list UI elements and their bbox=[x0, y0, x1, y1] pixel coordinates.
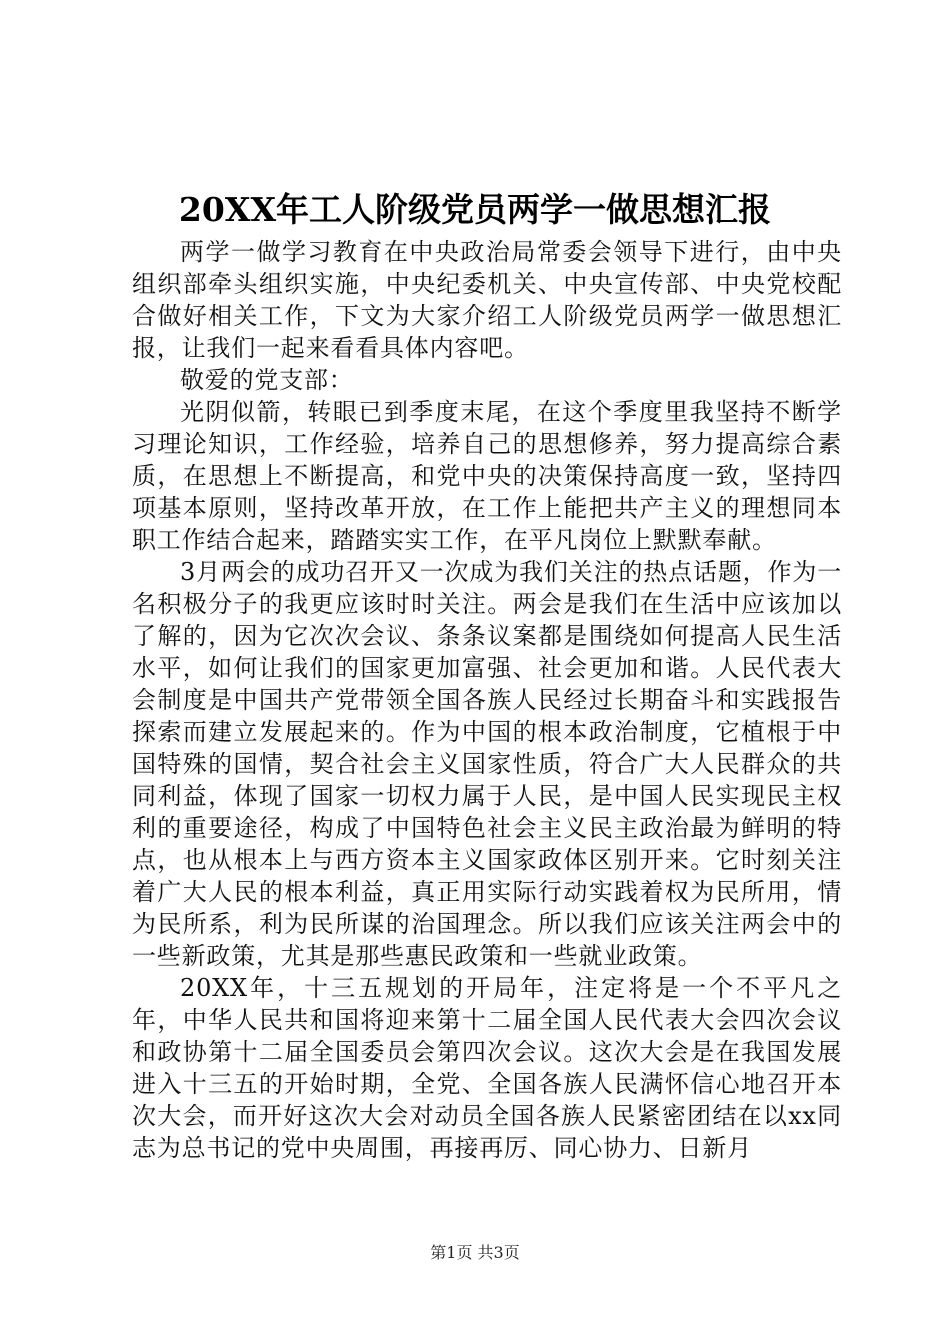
document-title: 20XX年工人阶级党员两学一做思想汇报 bbox=[178, 190, 772, 229]
paragraph-intro: 两学一做学习教育在中央政治局常委会领导下进行，由中央组织部牵头组织实施，中央纪委机关、中央宣传部、中央党校配合做好相关工作，下文为大家介绍工人阶级党员两学一做思想汇报，让我们一起来看看具体内容吧。 bbox=[132, 238, 842, 362]
paragraph-thirteenth-five-year: 20XX年，十三五规划的开局年，注定将是一个不平凡之年，中华人民共和国将迎来第十二届全国人民代表大会四次会议和政协第十二届全国委员会第四次会议。这次大会是在我国发展进入十三五的开始时期，全党、全国各族人民满怀信心地召开本次大会，而开好这次大会对动员全国各族人民紧密团结在以xx同志为总书记的党中央周围，再接再厉、同心协力、日新月 bbox=[132, 974, 842, 1162]
paragraph-two-sessions: 3月两会的成功召开又一次成为我们关注的热点话题，作为一名积极分子的我更应该时时关注。两会是我们在生活中应该加以了解的，因为它次次会议、条条议案都是围绕如何提高人民生活水平，如何让我们的国家更加富强、社会更加和谐。人民代表大会制度是中国共产党带领全国各族人民经过长期奋斗和实践报告探索而建立发展起来的。作为中国的根本政治制度，它植根于中国特殊的国情，契合社会主义国家性质，符合广大人民群众的共同利益，体现了国家一切权力属于人民，是中国人民实现民主权利的重要途径，构成了中国特色社会主义民主政治最为鲜明的特点，也从根本上与西方资本主义国家政体区别开来。它时刻关注着广大人民的根本利益，真正用实际行动实践着权为民所用，情为民所系，利为民所谋的治国理念。所以我们应该关注两会中的一些新政策，尤其是那些惠民政策和一些就业政策。 bbox=[132, 558, 842, 970]
page-footer: 第1页 共3页 bbox=[430, 1243, 520, 1262]
document-body bbox=[132, 236, 842, 1164]
paragraph-salutation: 敬爱的党支部： bbox=[180, 366, 354, 394]
paragraph-quarter-summary: 光阴似箭，转眼已到季度末尾，在这个季度里我坚持不断学习理论知识，工作经验，培养自己的思想修养，努力提高综合素质，在思想上不断提高，和党中央的决策保持高度一致，坚持四项基本原则，坚持改革开放，在工作上能把共产主义的理想同本职工作结合起来，踏踏实实工作，在平凡岗位上默默奉献。 bbox=[132, 398, 842, 554]
